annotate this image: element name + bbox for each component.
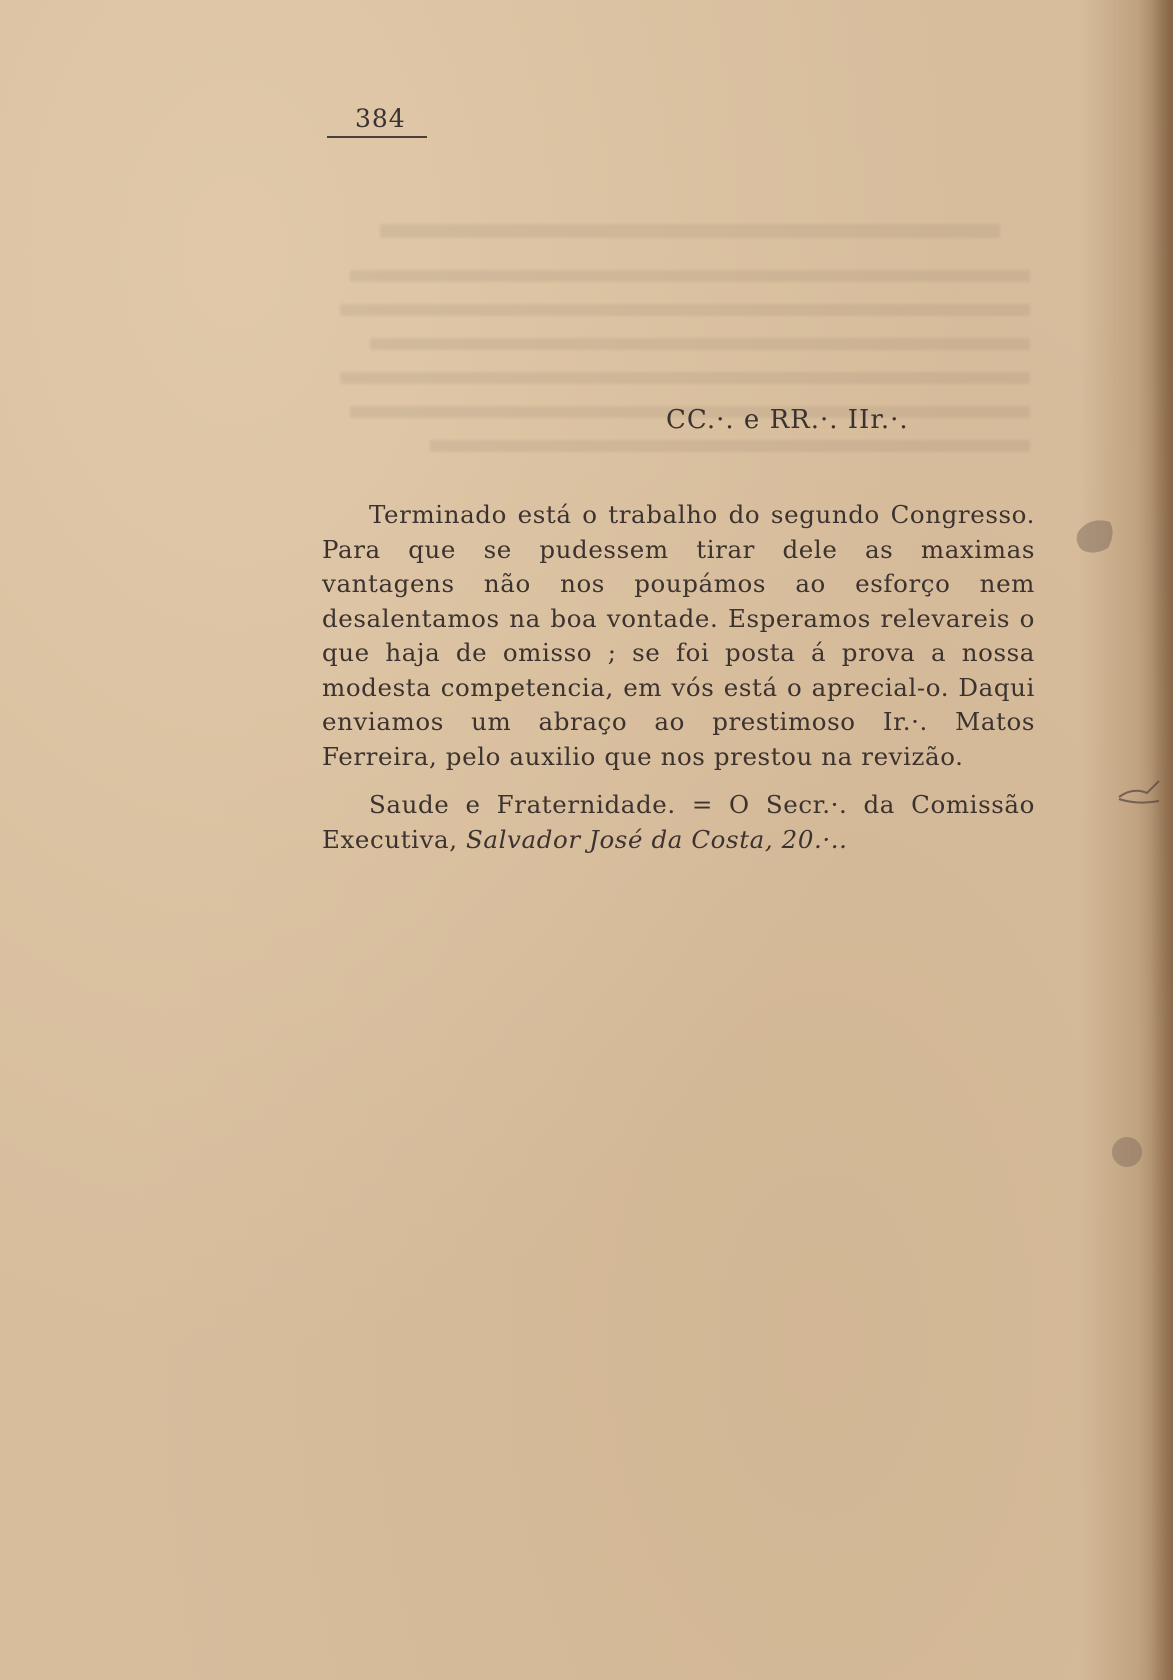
show-through-text <box>340 222 1040 482</box>
page-edge-shadow <box>1151 0 1173 1680</box>
ink-blot-icon <box>1105 1130 1149 1174</box>
show-through-texture <box>340 222 1040 482</box>
closing-text: Saude e Fraternidade. = O Secr.·. da Comissão Executiva, <box>322 790 1035 854</box>
page-number-rule <box>327 136 427 138</box>
signatory-name: Salvador José da Costa, 20.·.. <box>466 824 848 854</box>
letter-signoff <box>322 788 1035 857</box>
salutation: CC.·. e RR.·. IIr.·. <box>666 405 909 435</box>
letter-paragraph: Terminado está o trabalho do segundo Congresso. Para que se pudessem tirar dele as maximas vantagens não nos poupámos ao esforço nem desalentamos na boa vontade. Esperamos relevareis o que haja de omisso ; se foi posta á prova a nossa modesta competencia, em vós está o aprecial-o. Daqui enviamos um abraço ao prestimoso Ir.·. Matos Ferreira, pelo auxilio que nos prestou na revizão. <box>322 500 1035 771</box>
ink-blot-icon <box>1070 512 1120 562</box>
letter-body <box>322 498 1035 857</box>
page-number: 384 <box>355 104 406 133</box>
